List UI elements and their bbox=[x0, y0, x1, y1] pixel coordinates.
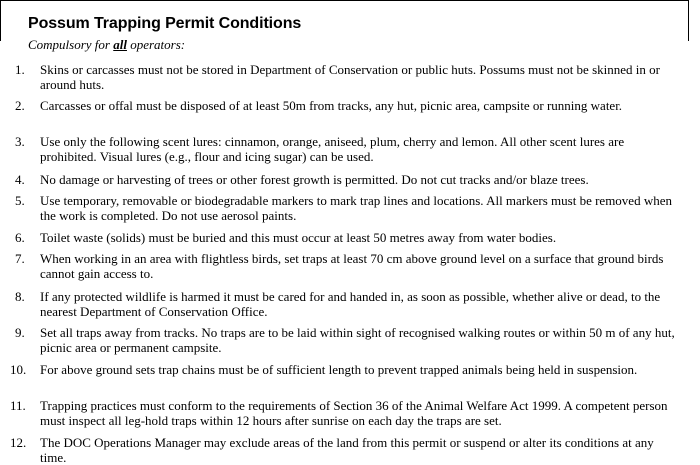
condition-text: Skins or carcasses must not be stored in Department of Conservation or public huts. Possums must not be skinned in or around huts. bbox=[40, 62, 660, 92]
condition-text: Trapping practices must conform to the requirements of Section 36 of the Animal Welfare Act 1999. A competent person must inspect all leg-hold traps within 12 hours after sunrise on each day the traps are set. bbox=[40, 398, 668, 428]
condition-number: 11. bbox=[10, 398, 26, 413]
condition-number: 7. bbox=[15, 251, 25, 266]
condition-number: 5. bbox=[15, 193, 25, 208]
condition-number: 8. bbox=[15, 289, 25, 304]
condition-text: The DOC Operations Manager may exclude areas of the land from this permit or suspend or alter its conditions at any time. bbox=[40, 435, 654, 465]
condition-text: Use only the following scent lures: cinnamon, orange, aniseed, plum, cherry and lemon. All other scent lures are prohibited. Visual lures (e.g., flour and icing sugar) can be used. bbox=[40, 134, 625, 164]
condition-text: Set all traps away from tracks. No traps are to be laid within sight of recognised walking routes or within 50 m of any hut, picnic area or permanent campsite. bbox=[40, 325, 675, 355]
condition-text: If any protected wildlife is harmed it must be cared for and handed in, as soon as possible, whether alive or dead, to the nearest Department of Conservation Office. bbox=[40, 289, 661, 319]
subtitle-emphasis: all bbox=[113, 37, 127, 52]
subtitle-suffix: operators: bbox=[126, 37, 186, 52]
condition-text: No damage or harvesting of trees or other forest growth is permitted. Do not cut tracks and/or blaze trees. bbox=[40, 172, 589, 187]
condition-number: 3. bbox=[15, 134, 25, 149]
condition-text: Toilet waste (solids) must be buried and this must occur at least 50 metres away from water bodies. bbox=[40, 230, 557, 245]
condition-number: 6. bbox=[15, 230, 25, 245]
condition-number: 1. bbox=[15, 62, 25, 77]
document-title: Possum Trapping Permit Conditions bbox=[28, 15, 302, 32]
subtitle bbox=[28, 37, 185, 52]
condition-number: 10. bbox=[10, 362, 27, 377]
condition-text: When working in an area with flightless birds, set traps at least 70 cm above ground level on a surface that ground birds cannot gain access to. bbox=[40, 251, 664, 281]
condition-number: 4. bbox=[15, 172, 25, 187]
condition-text: Use temporary, removable or biodegradable markers to mark trap lines and locations. All markers must be removed when the work is completed. Do not use aerosol paints. bbox=[40, 193, 672, 223]
subtitle-prefix: Compulsory for bbox=[28, 37, 114, 52]
condition-text: For above ground sets trap chains must be of sufficient length to prevent trapped animals being held in suspension. bbox=[40, 362, 638, 377]
condition-number: 2. bbox=[15, 98, 25, 113]
condition-number: 9. bbox=[15, 325, 25, 340]
condition-text: Carcasses or offal must be disposed of at least 50m from tracks, any hut, picnic area, campsite or running water. bbox=[40, 98, 623, 113]
condition-number: 12. bbox=[10, 435, 27, 450]
